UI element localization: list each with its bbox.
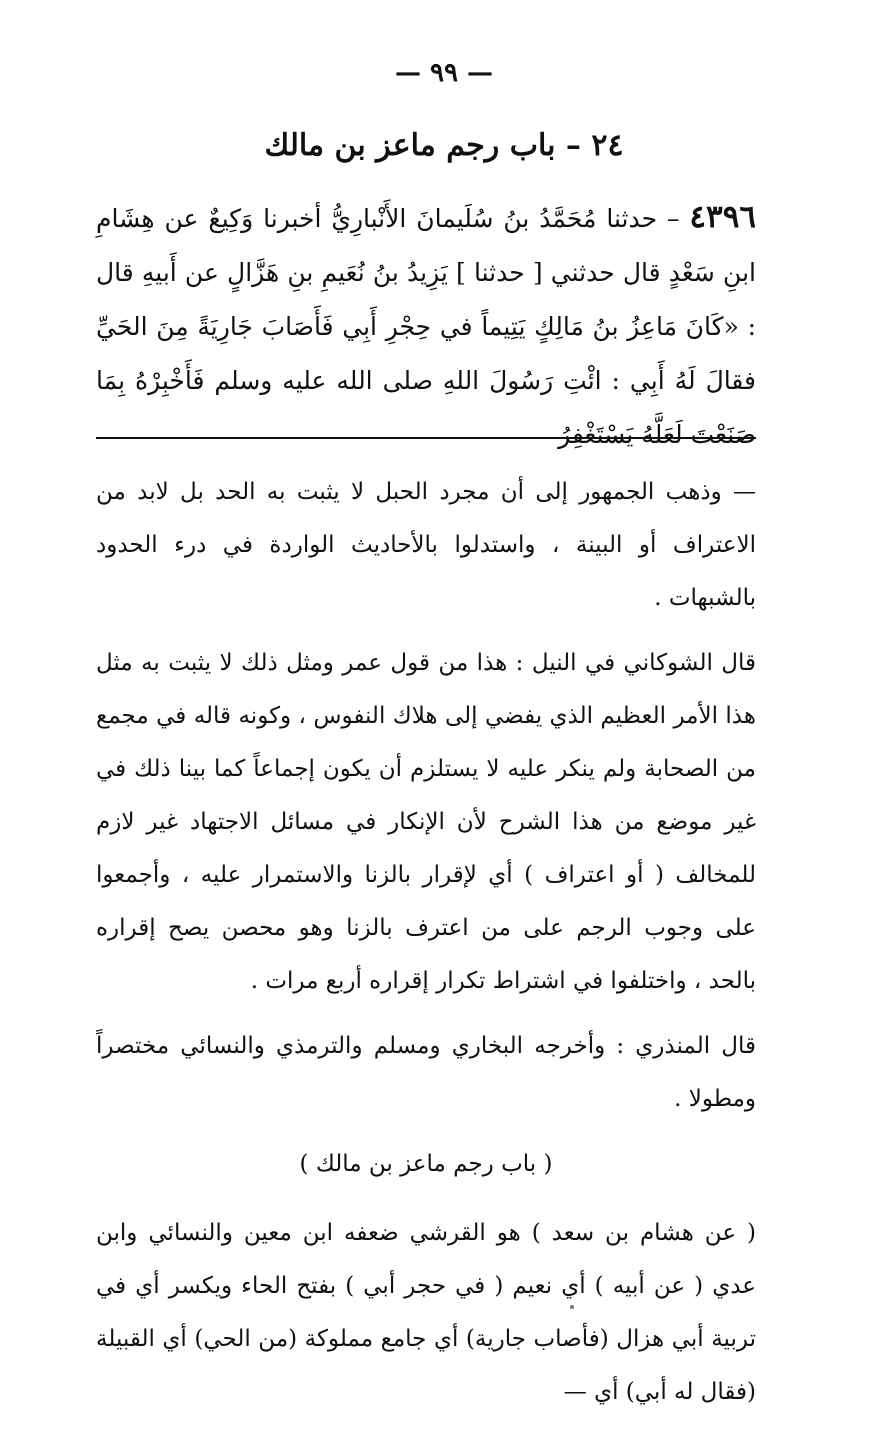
- commentary-paragraph: ( عن هشام بن سعد ) هو القرشي ضعفه ابن معين والنسائي وابن عدي ( عن أبيه ) أي نعيم ( في حجر أبي ) بفتح الحاء ويكسر أي في تربية أبي هزال (فأصاب جارية) أي جامع مملوكة (من الحي) أي القبيلة (فقال له أبي) أي —: [96, 1220, 756, 1405]
- hadith-text: – حدثنا مُحَمَّدُ بنُ سُلَيمانَ الأَنْبارِيُّ أخبرنا وَكِيعٌ عن هِشَامِ ابنِ سَعْدٍ قال حدثني [ حدثنا ] يَزِيدُ بنُ نُعَيمِ بنِ هَزَّالٍ عن أَبيهِ قال : «كَانَ مَاعِزُ بنُ مَالِكٍ يَتِيماً في حِجْرِ أَبِي فَأَصَابَ جَارِيَةً مِنَ الحَيِّ فقالَ لَهُ أَبِي : ائْتِ رَسُولَ اللهِ صلى الله عليه وسلم فَأَخْبِرْهُ بِمَا صَنَعْتَ لَعَلَّهُ يَسْتَغْفِرُ: [96, 204, 756, 449]
- commentary-section: [96, 466, 756, 1431]
- chapter-title: ٢٤ – باب رجم ماعز بن مالك: [264, 128, 624, 163]
- hadith-number: ٤٣٩٦: [689, 199, 756, 235]
- footnote-divider: [96, 437, 756, 439]
- scan-speck: [570, 1305, 574, 1309]
- page-number: — ٩٩ —: [394, 58, 494, 88]
- commentary-subheading: ( باب رجم ماعز بن مالك ): [299, 1151, 553, 1177]
- commentary-paragraph: قال الشوكاني في النيل : هذا من قول عمر ومثل ذلك لا يثبت به مثل هذا الأمر العظيم الذي يفضي إلى هلاك النفوس ، وكونه قاله في مجمع من الصحابة ولم ينكر عليه لا يستلزم أن يكون إجماعاً كما بينا ذلك في غير موضع من هذا الشرح لأن الإنكار في مسائل الاجتهاد غير لازم للمخالف ( أو اعتراف ) أي لإقرار بالزنا والاستمرار عليه ، وأجمعوا على وجوب الرجم على من اعترف بالزنا وهو محصن يصح إقراره بالحد ، واختلفوا في اشتراط تكرار إقراره أربع مرات .: [96, 650, 756, 994]
- commentary-paragraph: — وذهب الجمهور إلى أن مجرد الحبل لا يثبت به الحد بل لابد من الاعتراف أو البينة ، واستدلوا بالأحاديث الواردة في درء الحدود بالشبهات .: [96, 479, 756, 611]
- hadith-text-block: [96, 190, 756, 462]
- commentary-paragraph: قال المنذري : وأخرجه البخاري ومسلم والترمذي والنسائي مختصراً ومطولا .: [96, 1033, 756, 1112]
